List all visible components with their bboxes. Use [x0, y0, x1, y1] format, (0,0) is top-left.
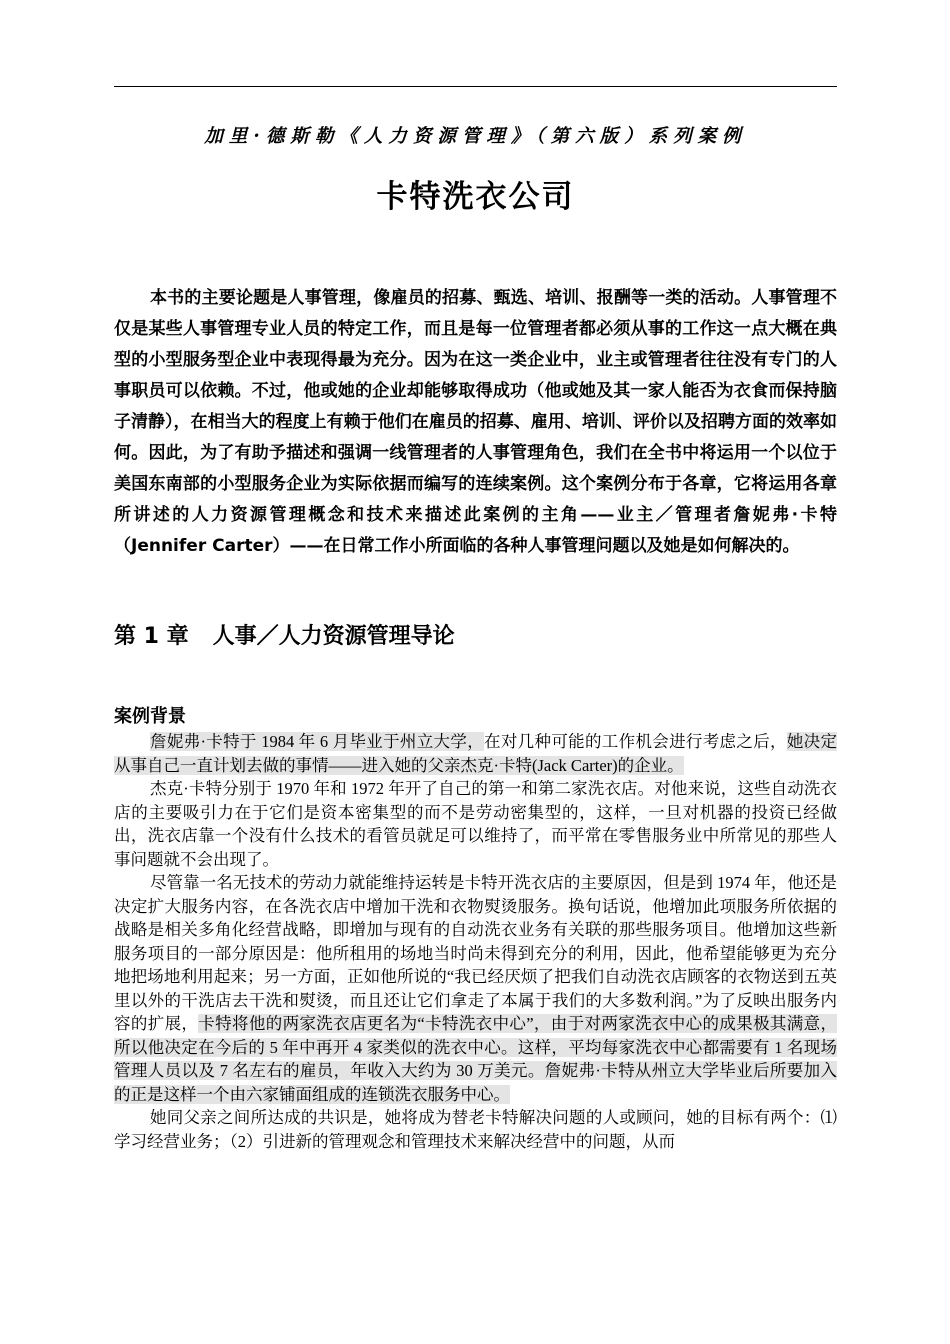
paragraph-3: [114, 871, 837, 1106]
paragraph-text: 在对几种可能的工作机会进行考虑之后，: [484, 732, 787, 751]
chapter-title: 人事／人力资源管理导论: [212, 624, 455, 649]
highlighted-text: 詹妮弗·卡特于 1984 年 6 月毕业于州立大学，: [150, 732, 485, 751]
case-body: [114, 730, 837, 1153]
section-heading: 案例背景: [114, 706, 186, 727]
highlighted-text: 卡特将他的两家洗衣店更名为“卡特洗衣中心”，由于对两家洗衣中心的成果极其满意，所以他决定在今后的 5 年中再开 4 家类似的洗衣中心。这样，平均每家洗衣中心都需要有 1 名现场管理人员以及 7 名左右的雇员，年收入大约为 30 万美元。詹妮弗·卡特从州立大学毕业后所要加入的正是这样一个由六家铺面组成的连锁洗衣服务中心。: [114, 1014, 838, 1104]
paragraph-4: 她同父亲之间所达成的共识是，她将成为替老卡特解决问题的人或顾问，她的目标有两个：⑴学习经营业务；（2）引进新的管理观念和管理技术来解决经营中的问题，从而: [114, 1108, 837, 1151]
top-rule: [114, 86, 837, 87]
chapter-heading: [114, 621, 837, 653]
series-heading: 加里·德斯勒《人力资源管理》（第六版）系列案例: [204, 126, 747, 147]
highlighted-text: 她决定从事自己一直计划去做的事情——进入她的父亲杰克·卡特(Jack Carter)的企业。: [114, 732, 838, 775]
page-title: 卡特洗衣公司: [376, 179, 575, 215]
paragraph-text: 尽管靠一名无技术的劳动力就能维持运转是卡特开洗衣店的主要原因，但是到 1974 年，他还是决定扩大服务内容，在各洗衣店中增加干洗和衣物熨烫服务。换句话说，他增加此项服务所依据的战略是相关多角化经营战略，即增加与现有的自动洗衣业务有关联的那些服务项目。他增加这些新服务项目的一部分原因是：他所租用的场地当时尚未得到充分的利用，因此，他希望能够更为充分地把场地利用起来；另一方面，正如他所说的“我已经厌烦了把我们自动洗衣店顾客的衣物送到五英里以外的干洗店去干洗和熨烫，而且还让它们拿走了本属于我们的大多数利润。”为了反映出服务内容的扩展，: [114, 873, 837, 1033]
intro-paragraph: 本书的主要论题是人事管理，像雇员的招募、甄选、培训、报酬等一类的活动。人事管理不仅是某些人事管理专业人员的特定工作，而且是每一位管理者都必须从事的工作这一点大概在典型的小型服务型企业中表现得最为充分。因为在这一类企业中，业主或管理者往往没有专门的人事职员可以依赖。不过，他或她的企业却能够取得成功（他或她及其一家人能否为衣食而保持脑子清静），在相当大的程度上有赖于他们在雇员的招募、雇用、培训、评价以及招聘方面的效率如何。因此，为了有助予描述和强调一线管理者的人事管理角色，我们在全书中将运用一个以位于美国东南部的小型服务企业为实际依据而编写的连续案例。这个案例分布于各章，它将运用各章所讲述的人力资源管理概念和技术来描述此案例的主角——业主／管理者詹妮弗·卡特（Jennifer Carter）——在日常工作小所面临的各种人事管理问题以及她是如何解决的。: [114, 288, 837, 556]
paragraph-2: 杰克·卡特分别于 1970 年和 1972 年开了自己的第一和第二家洗衣店。对他来说，这些自动洗衣店的主要吸引力在于它们是资本密集型的而不是劳动密集型的，这样，一旦对机器的投资已经做出，洗衣店靠一个没有什么技术的看管员就足可以维持了，而平常在零售服务业中所常见的那些人事问题就不会出现了。: [114, 779, 837, 869]
paragraph-1: [114, 730, 837, 777]
chapter-number: 第 1 章: [114, 624, 189, 649]
